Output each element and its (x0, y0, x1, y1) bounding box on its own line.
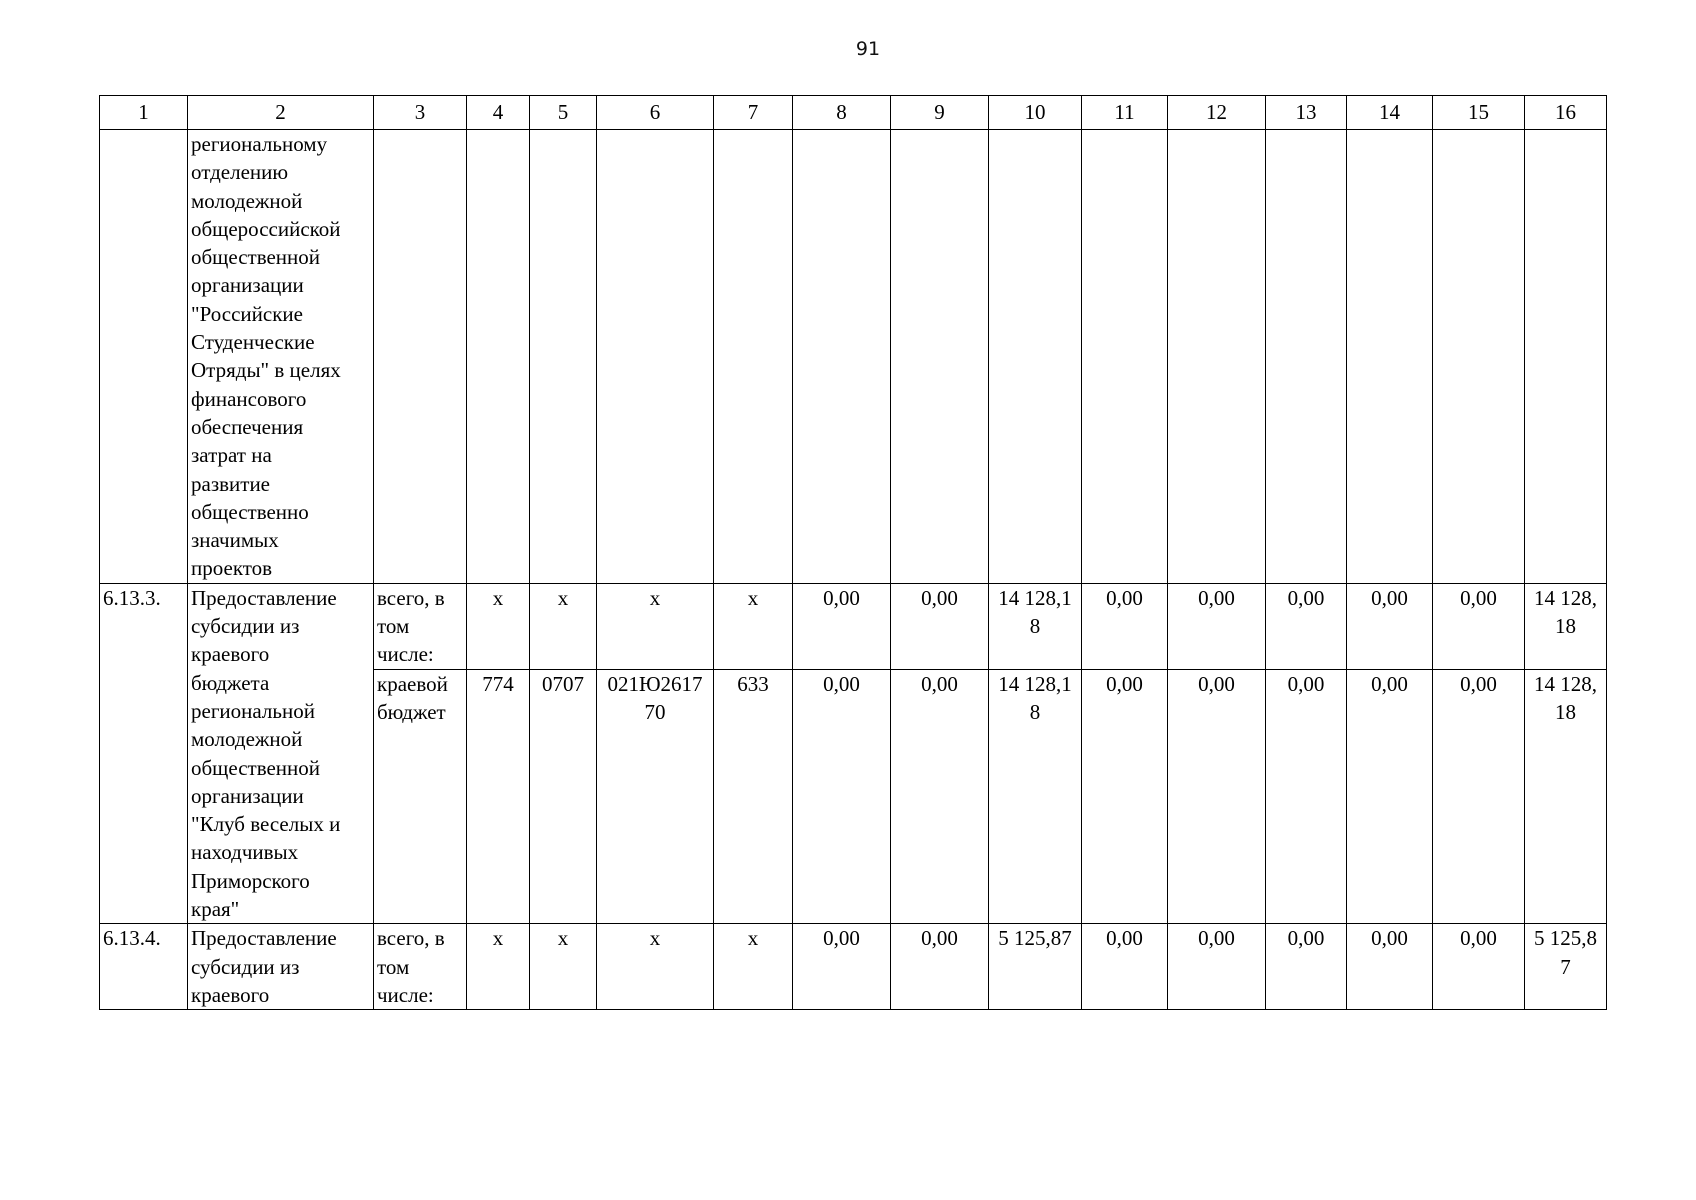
column-number: 1 (100, 96, 188, 130)
item-number: 6.13.3. (100, 583, 188, 924)
cell-c13: 0,00 (1266, 583, 1347, 669)
cell-c12: 0,00 (1168, 924, 1266, 1010)
cell-c4: x (467, 583, 530, 669)
column-number: 10 (989, 96, 1082, 130)
column-number: 6 (597, 96, 714, 130)
cell-c12: 0,00 (1168, 583, 1266, 669)
column-number: 4 (467, 96, 530, 130)
column-number: 3 (374, 96, 467, 130)
cell-c10: 5 125,87 (989, 924, 1082, 1010)
cell-c8: 0,00 (793, 583, 891, 669)
cell-c14: 0,00 (1347, 669, 1433, 924)
table-row (100, 924, 1607, 1010)
cell-c16: 14 128, 18 (1525, 669, 1607, 924)
page-number: 91 (855, 38, 881, 60)
cell-c6: x (597, 924, 714, 1010)
cell-c11: 0,00 (1082, 924, 1168, 1010)
cell-c14: 0,00 (1347, 583, 1433, 669)
funding-source: краевой бюджет (374, 669, 467, 924)
table-row (100, 583, 1607, 669)
cell-c15: 0,00 (1433, 924, 1525, 1010)
item-description: Предоставление субсидии из краевого (188, 924, 374, 1010)
column-number: 16 (1525, 96, 1607, 130)
cell-c15: 0,00 (1433, 583, 1525, 669)
cell-c7: 633 (714, 669, 793, 924)
empty-cell (989, 130, 1082, 584)
column-number: 2 (188, 96, 374, 130)
item-description: Предоставление субсидии из краевого бюджета региональной молодежной общественной организации "Клуб веселых и находчивых Приморского края" (188, 583, 374, 924)
cell-c12: 0,00 (1168, 669, 1266, 924)
empty-cell (1168, 130, 1266, 584)
cell-c13: 0,00 (1266, 669, 1347, 924)
cell-c16: 14 128, 18 (1525, 583, 1607, 669)
cell-c9: 0,00 (891, 583, 989, 669)
cell-c14: 0,00 (1347, 924, 1433, 1010)
column-number-row (100, 96, 1607, 130)
budget-table (99, 95, 1607, 1010)
cell-c9: 0,00 (891, 924, 989, 1010)
empty-cell (1082, 130, 1168, 584)
item-number: 6.13.4. (100, 924, 188, 1010)
empty-cell (1266, 130, 1347, 584)
column-number: 11 (1082, 96, 1168, 130)
cell-c7: x (714, 583, 793, 669)
cell-c10: 14 128,1 8 (989, 583, 1082, 669)
cell-c5: 0707 (530, 669, 597, 924)
column-number: 15 (1433, 96, 1525, 130)
empty-cell (1347, 130, 1433, 584)
cell-c4: x (467, 924, 530, 1010)
cell-c11: 0,00 (1082, 669, 1168, 924)
empty-cell (467, 130, 530, 584)
cell-c11: 0,00 (1082, 583, 1168, 669)
empty-cell (530, 130, 597, 584)
cell-c5: x (530, 924, 597, 1010)
continuation-row (100, 130, 1607, 584)
item-description: региональному отделению молодежной общероссийской общественной организации "Российские Студенческие Отряды" в целях финансового обеспечения затрат на развитие общественно значимых проектов (188, 130, 374, 584)
cell-c13: 0,00 (1266, 924, 1347, 1010)
column-number: 13 (1266, 96, 1347, 130)
empty-cell (1525, 130, 1607, 584)
funding-source: всего, в том числе: (374, 583, 467, 669)
cell-c6: 021Ю2617 70 (597, 669, 714, 924)
empty-cell (891, 130, 989, 584)
cell-c8: 0,00 (793, 924, 891, 1010)
cell-c9: 0,00 (891, 669, 989, 924)
cell-c16: 5 125,8 7 (1525, 924, 1607, 1010)
funding-source: всего, в том числе: (374, 924, 467, 1010)
cell-c6: x (597, 583, 714, 669)
column-number: 12 (1168, 96, 1266, 130)
column-number: 9 (891, 96, 989, 130)
cell-c8: 0,00 (793, 669, 891, 924)
column-number: 14 (1347, 96, 1433, 130)
column-number: 8 (793, 96, 891, 130)
cell-c7: x (714, 924, 793, 1010)
cell-c4: 774 (467, 669, 530, 924)
cell-c15: 0,00 (1433, 669, 1525, 924)
column-number: 7 (714, 96, 793, 130)
cell-c5: x (530, 583, 597, 669)
empty-cell (374, 130, 467, 584)
empty-cell (714, 130, 793, 584)
cell-c10: 14 128,1 8 (989, 669, 1082, 924)
empty-cell (1433, 130, 1525, 584)
empty-cell (793, 130, 891, 584)
empty-cell (597, 130, 714, 584)
column-number: 5 (530, 96, 597, 130)
item-number-cell (100, 130, 188, 584)
